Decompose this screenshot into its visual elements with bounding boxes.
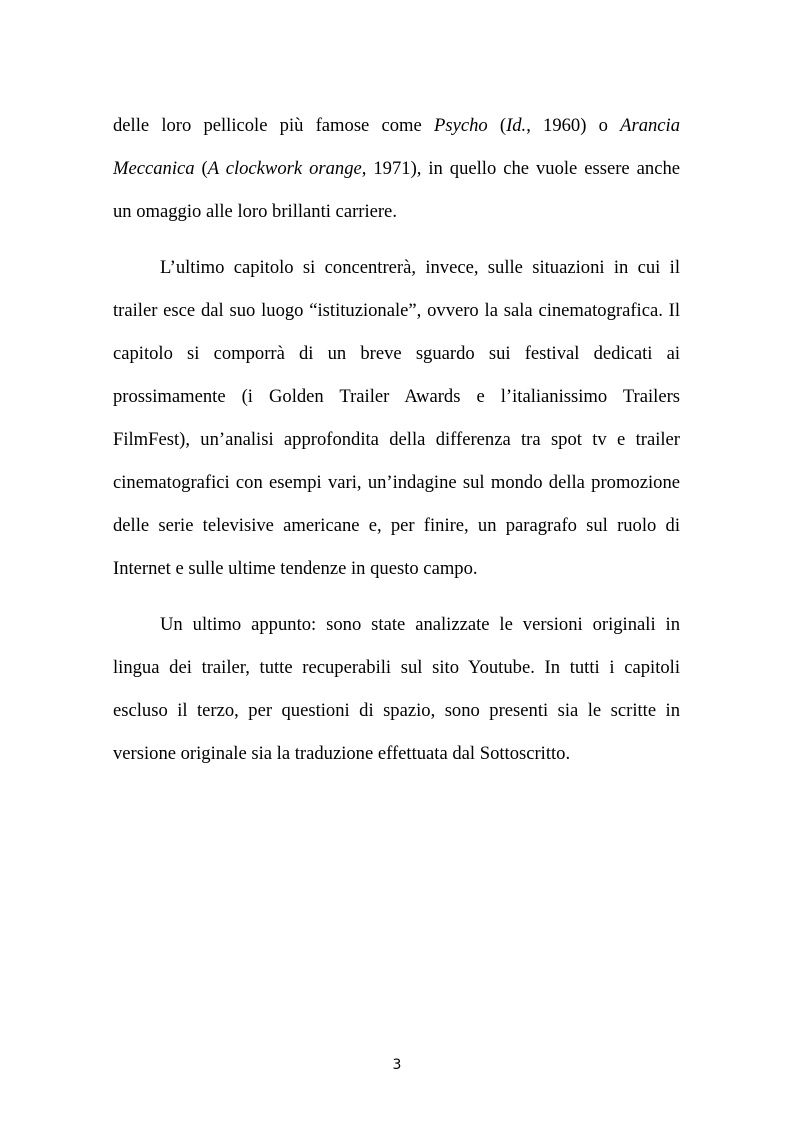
paragraph-3: Un ultimo appunto: sono state analizzate le versioni originali in lingua dei trailer, tutte recuperabili sul sito Youtube. In tutti i capitoli escluso il terzo, per questioni di spazio, sono presenti sia le scritte in versione originale sia la traduzione effettuata dal Sottoscritto. — [113, 614, 680, 764]
film-title-a-clockwork-orange: A clockwork orange — [207, 158, 362, 179]
text-run: ( — [487, 115, 507, 136]
film-title-psycho: Psycho — [433, 115, 488, 136]
film-title-id: Id. — [506, 115, 527, 136]
film-title-arancia-meccanica: Arancia Meccanica — [113, 115, 681, 179]
page-number: 3 — [392, 1057, 402, 1073]
page-body — [113, 104, 680, 775]
text-run: , 1971), in quello che vuole essere anche un omaggio alle loro brillanti carriere. — [113, 158, 681, 222]
paragraph-1 — [113, 104, 680, 233]
text-run: delle loro pellicole più famose come — [113, 115, 434, 136]
text-run: ( — [194, 158, 208, 179]
text-run: , 1960) o — [526, 115, 621, 136]
paragraph-2: L’ultimo capitolo si concentrerà, invece, sulle situazioni in cui il trailer esce dal suo luogo “istituzionale”, ovvero la sala cinematografica. Il capitolo si comporrà di un breve sguardo sui festival dedicati ai prossimamente (i Golden Trailer Awards e l’italianissimo Trailers FilmFest), un’analisi approfondita della differenza tra spot tv e trailer cinematografici con esempi vari, un’indagine sul mondo della promozione delle serie televisive americane e, per finire, un paragrafo sul ruolo di Internet e sulle ultime tendenze in questo campo. — [113, 257, 680, 579]
